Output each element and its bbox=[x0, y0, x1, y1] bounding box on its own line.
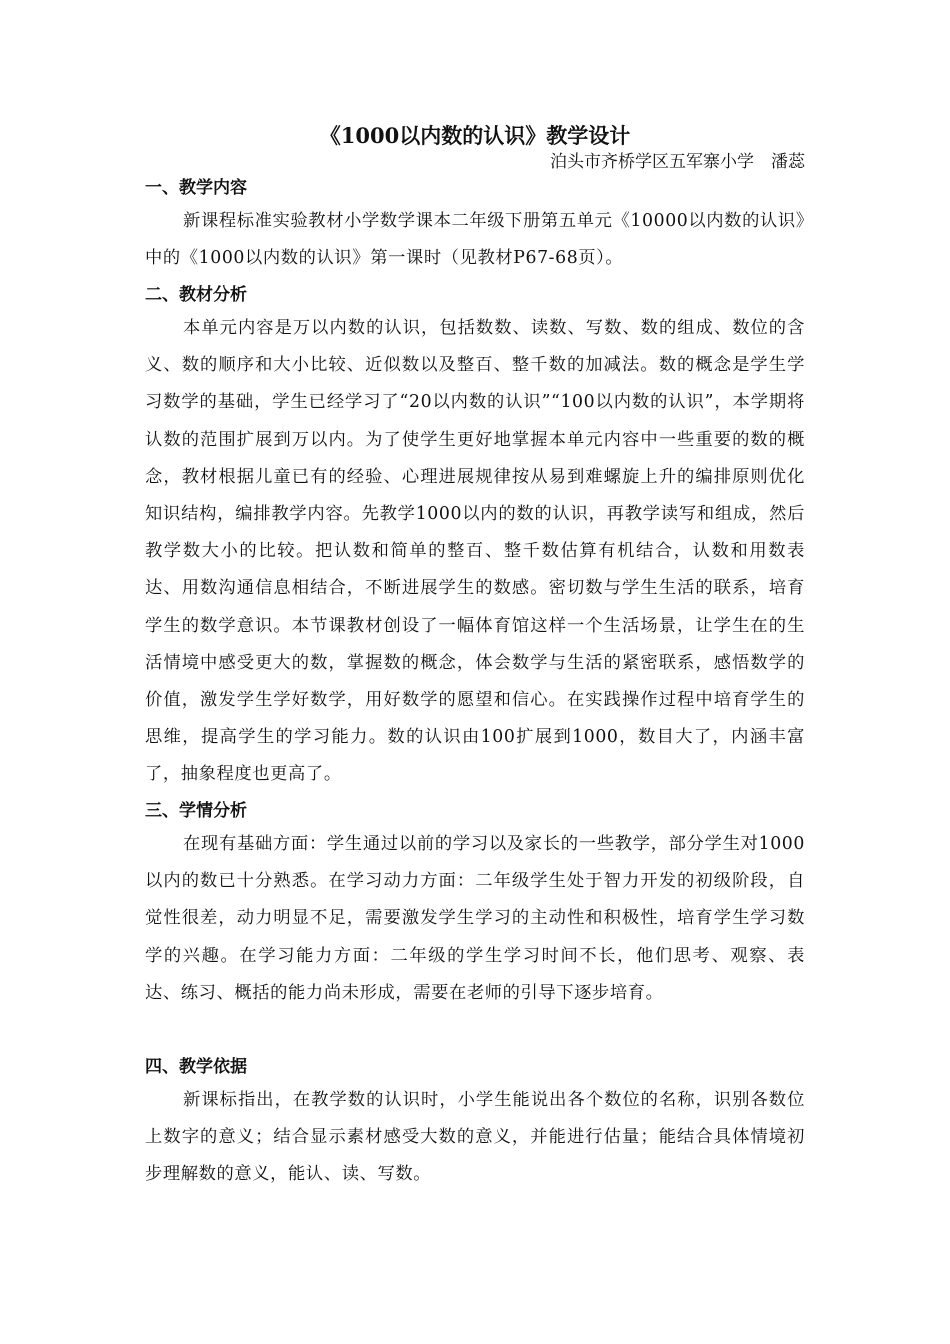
section-heading-content: 一、教学内容 bbox=[145, 178, 247, 198]
section-heading-student-analysis: 三、学情分析 bbox=[145, 801, 247, 821]
document-title: 《1000以内数的认识》教学设计 bbox=[319, 123, 631, 148]
author-line: 泊头市齐桥学区五军寨小学 潘蕊 bbox=[550, 152, 805, 172]
section-paragraph-student-analysis: 在现有基础方面：学生通过以前的学习以及家长的一些教学，部分学生对1000以内的数已十分熟悉。在学习动力方面：二年级学生处于智力开发的初级阶段，自觉性很差，动力明显不足，需要激发学生学习的主动性和积极性，培育学生学习数学的兴趣。在学习能力方面：二年级的学生学习时间不长，他们思考、观察、表达、练习、概括的能力尚未形成，需要在老师的引导下逐步培育。 bbox=[145, 834, 805, 1003]
section-paragraph-teaching-basis: 新课标指出，在教学数的认识时，小学生能说出各个数位的名称，识别各数位上数字的意义；结合显示素材感受大数的意义，并能进行估量；能结合具体情境初步理解数的意义，能认、读、写数。 bbox=[145, 1090, 805, 1185]
section-heading-teaching-basis: 四、教学依据 bbox=[145, 1057, 247, 1077]
section-paragraph-content: 新课程标准实验教材小学数学课本二年级下册第五单元《10000以内数的认识》中的《1000以内数的认识》第一课时（见教材P67-68页）。 bbox=[145, 211, 805, 269]
section-heading-material-analysis: 二、教材分析 bbox=[145, 285, 247, 305]
section-paragraph-material-analysis: 本单元内容是万以内数的认识，包括数数、读数、写数、数的组成、数位的含义、数的顺序和大小比较、近似数以及整百、整千数的加减法。数的概念是学生学习数学的基础，学生已经学习了“20以内数的认识”“100以内数的认识”，本学期将认数的范围扩展到万以内。为了使学生更好地掌握本单元内容中一些重要的数的概念，教材根据儿童已有的经验、心理进展规律按从易到难螺旋上升的编排原则优化知识结构，编排教学内容。先教学1000以内的数的认识，再教学读写和组成，然后教学数大小的比较。把认数和简单的整百、整千数估算有机结合，认数和用数表达、用数沟通信息相结合，不断进展学生的数感。密切数与学生生活的联系，培育学生的数学意识。本节课教材创设了一幅体育馆这样一个生活场景，让学生在的生活情境中感受更大的数，掌握数的概念，体会数学与生活的紧密联系，感悟数学的价值，激发学生学好数学，用好数学的愿望和信心。在实践操作过程中培育学生的思维，提高学生的学习能力。数的认识由100扩展到1000，数目大了，内涵丰富了，抽象程度也更高了。 bbox=[145, 318, 805, 785]
